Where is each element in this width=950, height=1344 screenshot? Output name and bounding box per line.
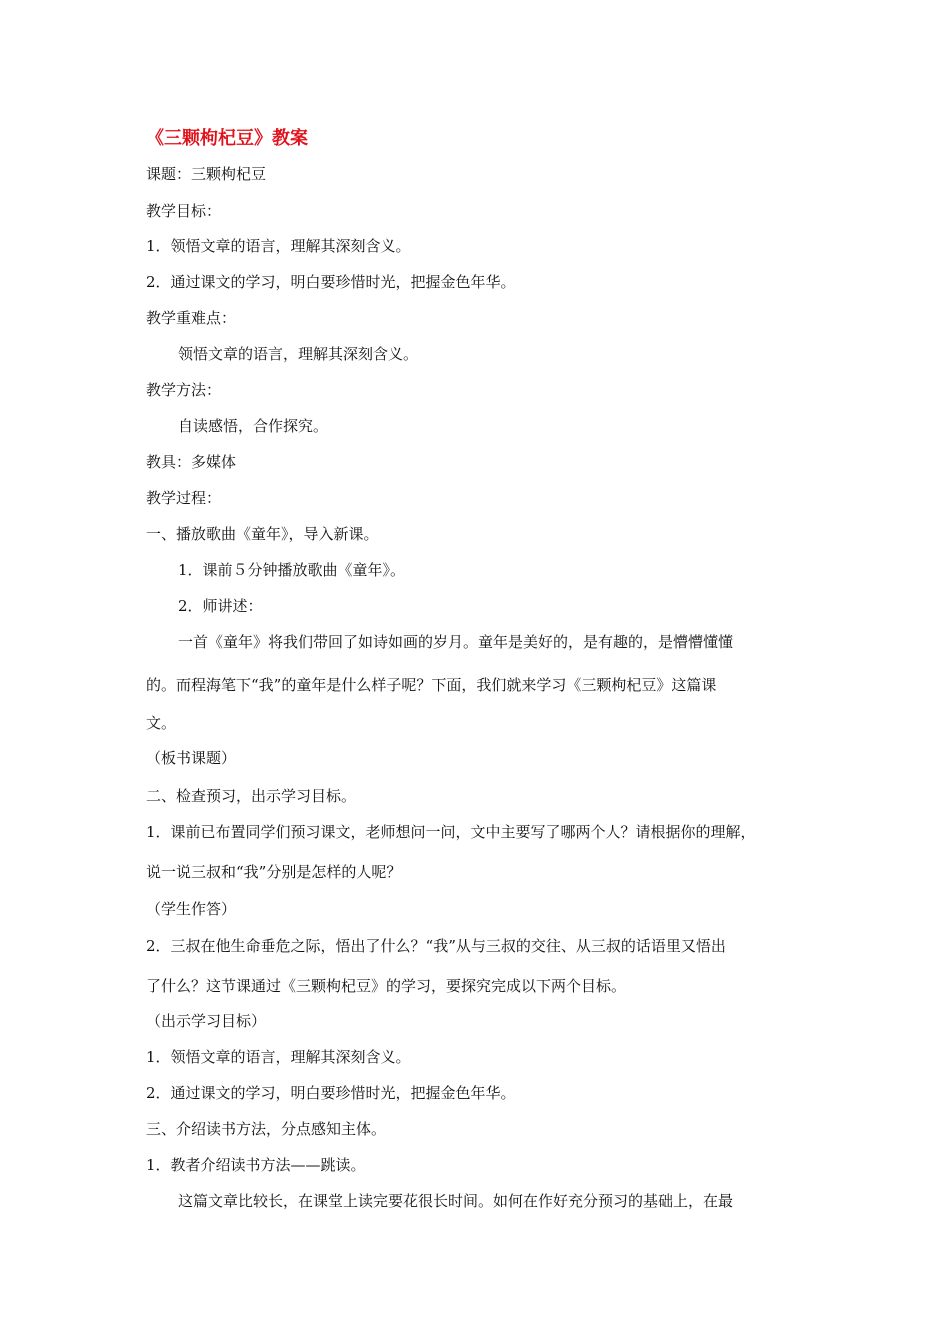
text-line-paragraph: 文。: [146, 714, 177, 732]
text-line-goal-1-repeat: 1．领悟文章的语言，理解其深刻含义。: [146, 1048, 411, 1066]
text-line-section-2-item-1-cont: 说一说三叔和“我”分别是怎样的人呢？: [146, 863, 402, 881]
text-line-method: 自读感悟，合作探究。: [178, 417, 329, 435]
text-line-key-points: 领悟文章的语言，理解其深刻含义。: [178, 345, 419, 363]
text-line-section-1-item-2: 2．师讲述：: [178, 597, 263, 615]
text-line-section-1-item-1: 1．课前５分钟播放歌曲《童年》。: [178, 561, 406, 579]
text-line-show-goals: （出示学习目标）: [146, 1012, 267, 1030]
text-line-student-answer: （学生作答）: [146, 900, 237, 918]
text-line-goal-2-repeat: 2．通过课文的学习，明白要珍惜时光，把握金色年华。: [146, 1084, 516, 1102]
text-line-process-heading: 教学过程：: [146, 489, 222, 507]
text-line-section-2-item-1: 1．课前已布置同学们预习课文，老师想问一问，文中主要写了哪两个人？请根据你的理解，: [146, 823, 756, 841]
text-line-goal-1: 1．领悟文章的语言，理解其深刻含义。: [146, 237, 411, 255]
text-line-section-3-item-1: 1．教者介绍读书方法——跳读。: [146, 1156, 366, 1174]
text-line-tools: 教具：多媒体: [146, 453, 237, 471]
text-line-section-2-item-2-cont: 了什么？这节课通过《三颗枸杞豆》的学习，要探究完成以下两个目标。: [146, 977, 627, 995]
text-line-section-2: 二、检查预习，出示学习目标。: [146, 787, 357, 805]
text-line-goals-heading: 教学目标：: [146, 202, 222, 220]
text-line-section-3: 三、介绍读书方法，分点感知主体。: [146, 1120, 387, 1138]
text-line-method-heading: 教学方法：: [146, 381, 222, 399]
text-line-section-1: 一、播放歌曲《童年》，导入新课。: [146, 525, 379, 543]
text-line-key-points-heading: 教学重难点：: [146, 309, 237, 327]
text-line-paragraph: 这篇文章比较长，在课堂上读完要花很长时间。如何在作好充分预习的基础上，在最: [178, 1192, 734, 1210]
text-line-paragraph: 的。而程海笔下“我”的童年是什么样子呢？下面，我们就来学习《三颗枸杞豆》这篇课: [146, 676, 717, 694]
text-line-topic: 课题：三颗枸杞豆: [146, 165, 267, 183]
text-line-paragraph: 一首《童年》将我们带回了如诗如画的岁月。童年是美好的，是有趣的，是懵懵懂懂: [178, 633, 734, 651]
document-title: 《三颗枸杞豆》教案: [146, 128, 308, 149]
text-line-section-2-item-2: 2．三叔在他生命垂危之际，悟出了什么？“我”从与三叔的交往、从三叔的话语里又悟出: [146, 937, 726, 955]
text-line-goal-2: 2．通过课文的学习，明白要珍惜时光，把握金色年华。: [146, 273, 516, 291]
text-line-board-note: （板书课题）: [146, 749, 237, 767]
